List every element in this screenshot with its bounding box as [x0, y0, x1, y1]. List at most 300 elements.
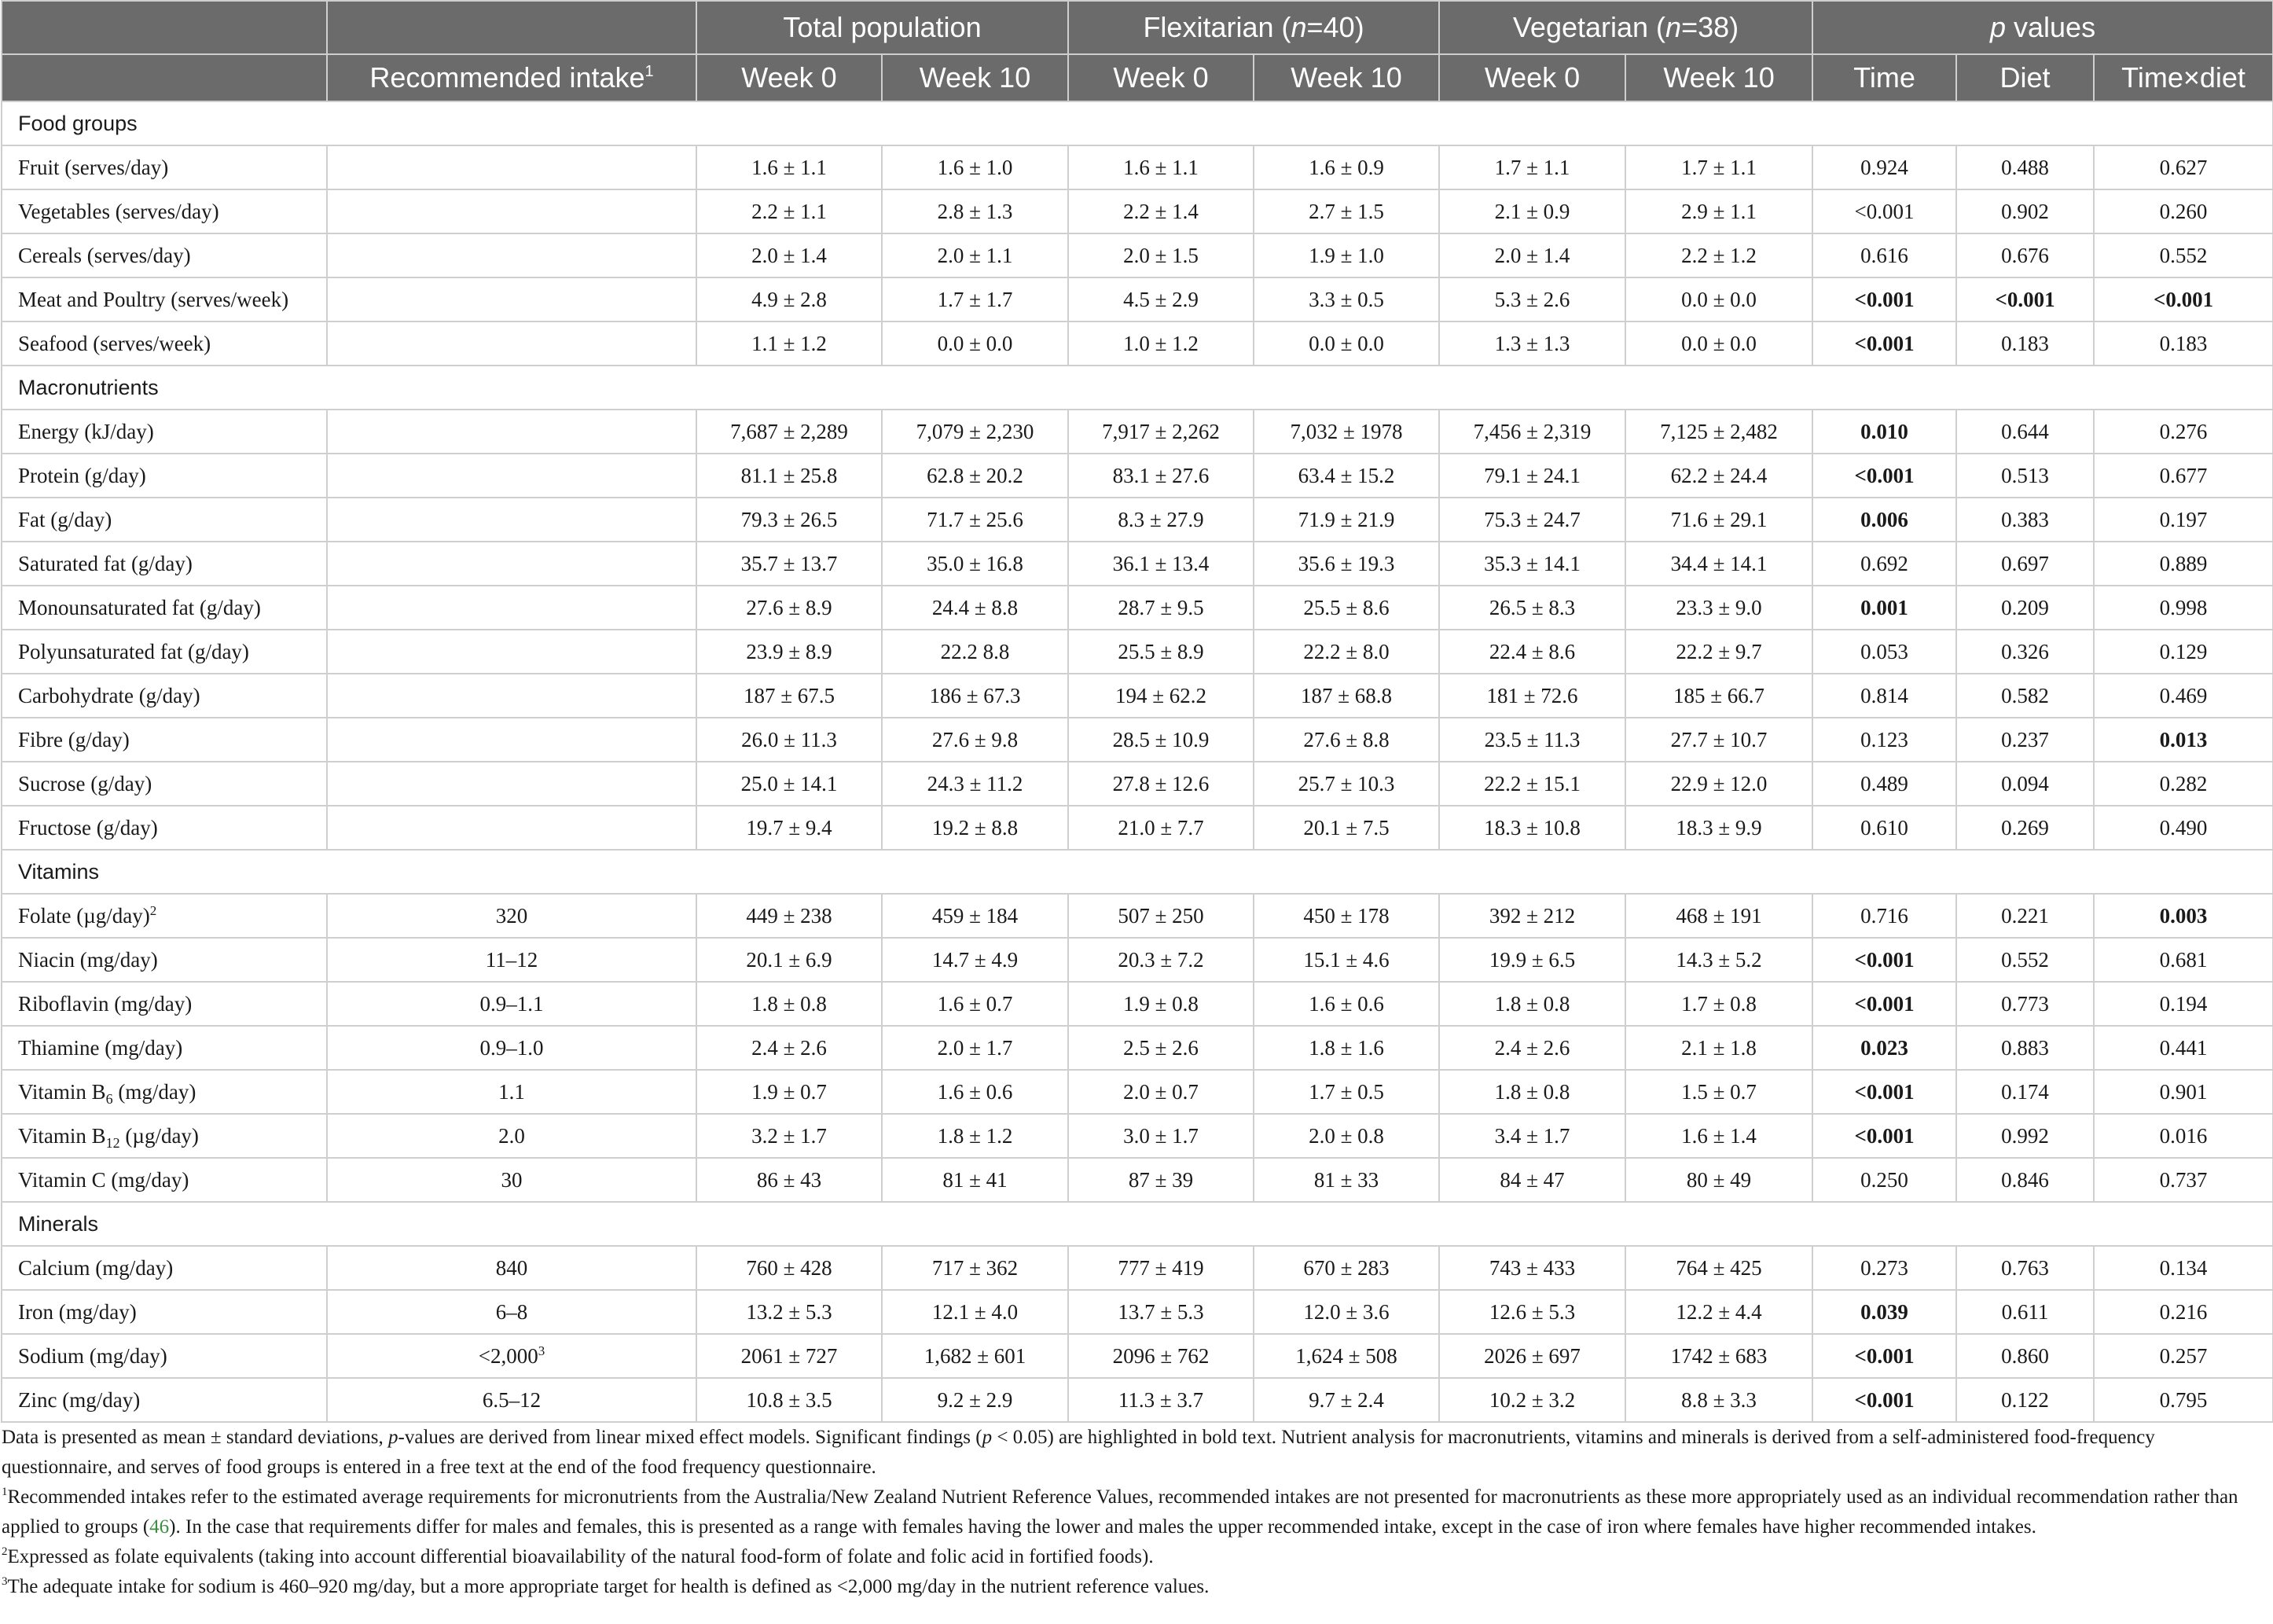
p-time-x-diet-cell: 0.737 — [2094, 1158, 2273, 1202]
flexitarian-week10-cell: 670 ± 283 — [1254, 1246, 1439, 1290]
flexitarian-week10-cell: 27.6 ± 8.8 — [1254, 718, 1439, 762]
recommended-intake-cell — [327, 321, 696, 366]
table-row — [2, 762, 2273, 806]
table-row — [2, 586, 2273, 630]
flexitarian-week10-cell: 1,624 ± 508 — [1254, 1334, 1439, 1378]
flexitarian-week0-cell: 4.5 ± 2.9 — [1068, 277, 1254, 321]
p-time-cell: <0.001 — [1812, 982, 1956, 1026]
table-footnotes — [0, 1423, 2265, 1602]
table-row — [2, 806, 2273, 850]
vegetarian-week10-cell: 12.2 ± 4.4 — [1625, 1290, 1812, 1334]
row-label — [2, 894, 327, 938]
total-week0-cell: 27.6 ± 8.9 — [696, 586, 882, 630]
row-label-text: Monounsaturated fat (g/day) — [18, 595, 261, 619]
total-week0-cell: 7,687 ± 2,289 — [696, 410, 882, 454]
total-week0-cell: 1.9 ± 0.7 — [696, 1070, 882, 1114]
table-row — [2, 1334, 2273, 1378]
flexitarian-week0-cell: 21.0 ± 7.7 — [1068, 806, 1254, 850]
vegetarian-week0-cell: 22.2 ± 15.1 — [1439, 762, 1625, 806]
p-time-x-diet-cell: 0.003 — [2094, 894, 2273, 938]
vegetarian-week10-cell: 468 ± 191 — [1625, 894, 1812, 938]
table-row — [2, 542, 2273, 586]
vegetarian-week0-cell: 79.1 ± 24.1 — [1439, 454, 1625, 498]
recommended-intake-cell — [327, 1378, 696, 1422]
recommended-intake-value: 6–8 — [495, 1299, 528, 1324]
table-row — [2, 454, 2273, 498]
row-label-subscript: 12 — [105, 1134, 120, 1151]
footnote-main: Data is presented as mean ± standard deviations, p-values are derived from linear mixed effect models. Significant findings (p < 0.05) are highlighted in bold text. Nutrient analysis for macronutrients, vitamins and minerals is derived from a self-administered food-frequency questionnaire, and serves of food groups is entered in a free text at the end of the food frequency questionnaire. — [2, 1427, 2155, 1478]
total-week10-cell: 717 ± 362 — [882, 1246, 1068, 1290]
section-row — [2, 101, 2273, 145]
total-week10-cell: 1.8 ± 1.2 — [882, 1114, 1068, 1158]
flexitarian-week10-cell: 25.7 ± 10.3 — [1254, 762, 1439, 806]
total-week0-cell: 1.8 ± 0.8 — [696, 982, 882, 1026]
recommended-intake-value: 0.9–1.1 — [479, 991, 544, 1016]
header-week10: Week 10 — [1254, 54, 1439, 101]
flexitarian-week0-cell: 1.9 ± 0.8 — [1068, 982, 1254, 1026]
total-week0-cell: 19.7 ± 9.4 — [696, 806, 882, 850]
row-label-text: Fruit (serves/day) — [18, 155, 169, 179]
p-time-x-diet-cell: 0.627 — [2094, 145, 2273, 189]
flexitarian-week0-cell: 28.7 ± 9.5 — [1068, 586, 1254, 630]
row-label-text: Folate (µg/day) — [18, 903, 150, 928]
total-week10-cell: 0.0 ± 0.0 — [882, 321, 1068, 366]
row-label — [2, 762, 327, 806]
p-diet-cell: 0.488 — [1956, 145, 2094, 189]
p-time-x-diet-cell: 0.129 — [2094, 630, 2273, 674]
p-diet-cell: 0.676 — [1956, 233, 2094, 277]
p-diet-cell: 0.209 — [1956, 586, 2094, 630]
flexitarian-week10-cell: 63.4 ± 15.2 — [1254, 454, 1439, 498]
p-diet-cell: 0.773 — [1956, 982, 2094, 1026]
vegetarian-week0-cell: 2.0 ± 1.4 — [1439, 233, 1625, 277]
p-time-x-diet-cell: 0.282 — [2094, 762, 2273, 806]
total-week0-cell: 2.2 ± 1.1 — [696, 189, 882, 233]
vegetarian-week0-cell: 2.1 ± 0.9 — [1439, 189, 1625, 233]
row-label — [2, 1070, 327, 1114]
recommended-intake-cell — [327, 806, 696, 850]
flexitarian-week0-cell: 2096 ± 762 — [1068, 1334, 1254, 1378]
total-week0-cell: 81.1 ± 25.8 — [696, 454, 882, 498]
total-week10-cell: 14.7 ± 4.9 — [882, 938, 1068, 982]
p-diet-cell: 0.221 — [1956, 894, 2094, 938]
total-week10-cell: 71.7 ± 25.6 — [882, 498, 1068, 542]
p-diet-cell: 0.644 — [1956, 410, 2094, 454]
header-flexitarian: Flexitarian (n=40) — [1068, 1, 1439, 54]
flexitarian-week10-cell: 71.9 ± 21.9 — [1254, 498, 1439, 542]
recommended-intake-cell — [327, 233, 696, 277]
table-row — [2, 1246, 2273, 1290]
flexitarian-week0-cell: 28.5 ± 10.9 — [1068, 718, 1254, 762]
total-week0-cell: 2061 ± 727 — [696, 1334, 882, 1378]
recommended-intake-cell — [327, 938, 696, 982]
p-diet-cell: 0.582 — [1956, 674, 2094, 718]
total-week10-cell: 186 ± 67.3 — [882, 674, 1068, 718]
vegetarian-week10-cell: 80 ± 49 — [1625, 1158, 1812, 1202]
p-time-cell: 0.814 — [1812, 674, 1956, 718]
flexitarian-week10-cell: 9.7 ± 2.4 — [1254, 1378, 1439, 1422]
row-label — [2, 1378, 327, 1422]
row-label — [2, 1026, 327, 1070]
table-row — [2, 1026, 2273, 1070]
table-row — [2, 674, 2273, 718]
p-diet-cell: 0.513 — [1956, 454, 2094, 498]
vegetarian-week10-cell: 14.3 ± 5.2 — [1625, 938, 1812, 982]
row-label-text: Zinc (mg/day) — [18, 1387, 141, 1412]
p-time-cell: <0.001 — [1812, 454, 1956, 498]
recommended-intake-cell — [327, 586, 696, 630]
table-row — [2, 1070, 2273, 1114]
flexitarian-week10-cell: 1.9 ± 1.0 — [1254, 233, 1439, 277]
recommended-intake-cell — [327, 718, 696, 762]
flexitarian-week0-cell: 87 ± 39 — [1068, 1158, 1254, 1202]
table-row — [2, 1378, 2273, 1422]
vegetarian-week10-cell: 34.4 ± 14.1 — [1625, 542, 1812, 586]
total-week0-cell: 35.7 ± 13.7 — [696, 542, 882, 586]
vegetarian-week10-cell: 764 ± 425 — [1625, 1246, 1812, 1290]
p-time-x-diet-cell: <0.001 — [2094, 277, 2273, 321]
row-label-text: Meat and Poultry (serves/week) — [18, 287, 289, 311]
recommended-intake-cell — [327, 1158, 696, 1202]
vegetarian-week0-cell: 2.4 ± 2.6 — [1439, 1026, 1625, 1070]
p-time-cell: 0.006 — [1812, 498, 1956, 542]
table-row — [2, 410, 2273, 454]
row-label — [2, 145, 327, 189]
recommended-intake-cell — [327, 762, 696, 806]
vegetarian-week0-cell: 7,456 ± 2,319 — [1439, 410, 1625, 454]
p-diet-cell: 0.269 — [1956, 806, 2094, 850]
section-title: Food groups — [2, 101, 2273, 145]
recommended-intake-value: 320 — [495, 903, 528, 928]
table-row — [2, 277, 2273, 321]
p-time-cell: 0.273 — [1812, 1246, 1956, 1290]
table-row — [2, 718, 2273, 762]
vegetarian-week10-cell: 0.0 ± 0.0 — [1625, 277, 1812, 321]
vegetarian-week10-cell: 22.2 ± 9.7 — [1625, 630, 1812, 674]
total-week0-cell: 86 ± 43 — [696, 1158, 882, 1202]
vegetarian-week0-cell: 5.3 ± 2.6 — [1439, 277, 1625, 321]
recommended-intake-cell — [327, 1026, 696, 1070]
recommended-intake-cell — [327, 894, 696, 938]
p-time-x-diet-cell: 0.441 — [2094, 1026, 2273, 1070]
vegetarian-week0-cell: 19.9 ± 6.5 — [1439, 938, 1625, 982]
header-row-columns — [2, 54, 2273, 101]
row-label — [2, 454, 327, 498]
p-diet-cell: 0.174 — [1956, 1070, 2094, 1114]
header-week0: Week 0 — [1439, 54, 1625, 101]
row-label-text: Energy (kJ/day) — [18, 419, 154, 443]
p-diet-cell: 0.094 — [1956, 762, 2094, 806]
p-time-x-diet-cell: 0.134 — [2094, 1246, 2273, 1290]
row-label-text: Iron (mg/day) — [18, 1299, 137, 1324]
vegetarian-week0-cell: 26.5 ± 8.3 — [1439, 586, 1625, 630]
total-week0-cell: 449 ± 238 — [696, 894, 882, 938]
vegetarian-week0-cell: 18.3 ± 10.8 — [1439, 806, 1625, 850]
p-time-x-diet-cell: 0.677 — [2094, 454, 2273, 498]
total-week0-cell: 13.2 ± 5.3 — [696, 1290, 882, 1334]
p-time-x-diet-cell: 0.795 — [2094, 1378, 2273, 1422]
recommended-intake-cell — [327, 630, 696, 674]
table-row — [2, 189, 2273, 233]
flexitarian-week0-cell: 1.6 ± 1.1 — [1068, 145, 1254, 189]
vegetarian-week10-cell: 22.9 ± 12.0 — [1625, 762, 1812, 806]
row-label — [2, 233, 327, 277]
vegetarian-week0-cell: 1.3 ± 1.3 — [1439, 321, 1625, 366]
header-week0: Week 0 — [696, 54, 882, 101]
section-title: Minerals — [2, 1202, 2273, 1246]
vegetarian-week10-cell: 1.7 ± 0.8 — [1625, 982, 1812, 1026]
header-time: Time — [1812, 54, 1956, 101]
vegetarian-week10-cell: 2.1 ± 1.8 — [1625, 1026, 1812, 1070]
section-title: Macronutrients — [2, 366, 2273, 410]
vegetarian-week0-cell: 1.8 ± 0.8 — [1439, 1070, 1625, 1114]
p-diet-cell: <0.001 — [1956, 277, 2094, 321]
p-time-cell: <0.001 — [1812, 938, 1956, 982]
row-label-text: Vitamin B — [18, 1123, 106, 1148]
p-diet-cell: 0.992 — [1956, 1114, 2094, 1158]
header-time-x-diet: Time×diet — [2094, 54, 2273, 101]
p-time-x-diet-cell: 0.469 — [2094, 674, 2273, 718]
table-body — [2, 101, 2273, 1422]
p-diet-cell: 0.697 — [1956, 542, 2094, 586]
table-row — [2, 233, 2273, 277]
vegetarian-week10-cell: 7,125 ± 2,482 — [1625, 410, 1812, 454]
p-time-x-diet-cell: 0.216 — [2094, 1290, 2273, 1334]
total-week0-cell: 760 ± 428 — [696, 1246, 882, 1290]
vegetarian-week0-cell: 743 ± 433 — [1439, 1246, 1625, 1290]
total-week10-cell: 1,682 ± 601 — [882, 1334, 1068, 1378]
row-label-unit: (µg/day) — [119, 1123, 199, 1148]
recommended-intake-cell — [327, 1290, 696, 1334]
row-label — [2, 938, 327, 982]
total-week10-cell: 1.6 ± 1.0 — [882, 145, 1068, 189]
p-diet-cell: 0.902 — [1956, 189, 2094, 233]
vegetarian-week0-cell: 10.2 ± 3.2 — [1439, 1378, 1625, 1422]
total-week10-cell: 9.2 ± 2.9 — [882, 1378, 1068, 1422]
flexitarian-week10-cell: 2.7 ± 1.5 — [1254, 189, 1439, 233]
recommended-intake-cell — [327, 674, 696, 718]
total-week0-cell: 10.8 ± 3.5 — [696, 1378, 882, 1422]
total-week0-cell: 187 ± 67.5 — [696, 674, 882, 718]
flexitarian-week10-cell: 1.7 ± 0.5 — [1254, 1070, 1439, 1114]
p-time-x-diet-cell: 0.183 — [2094, 321, 2273, 366]
vegetarian-week10-cell: 27.7 ± 10.7 — [1625, 718, 1812, 762]
total-week0-cell: 20.1 ± 6.9 — [696, 938, 882, 982]
vegetarian-week10-cell: 2.2 ± 1.2 — [1625, 233, 1812, 277]
flexitarian-week0-cell: 27.8 ± 12.6 — [1068, 762, 1254, 806]
header-row-groups — [2, 1, 2273, 54]
row-label-text: Sucrose (g/day) — [18, 771, 152, 795]
header-empty-cell — [327, 1, 696, 54]
vegetarian-week10-cell: 1.6 ± 1.4 — [1625, 1114, 1812, 1158]
flexitarian-week0-cell: 2.5 ± 2.6 — [1068, 1026, 1254, 1070]
recommended-intake-cell — [327, 498, 696, 542]
row-label-text: Polyunsaturated fat (g/day) — [18, 639, 249, 663]
table-row — [2, 894, 2273, 938]
total-week10-cell: 62.8 ± 20.2 — [882, 454, 1068, 498]
recommended-intake-value: <2,000 — [478, 1343, 538, 1368]
row-label-text: Vegetables (serves/day) — [18, 199, 219, 223]
header-week10: Week 10 — [1625, 54, 1812, 101]
total-week0-cell: 26.0 ± 11.3 — [696, 718, 882, 762]
recommended-intake-cell — [327, 410, 696, 454]
total-week10-cell: 81 ± 41 — [882, 1158, 1068, 1202]
vegetarian-week10-cell: 1.5 ± 0.7 — [1625, 1070, 1812, 1114]
section-row — [2, 1202, 2273, 1246]
table-row — [2, 1114, 2273, 1158]
flexitarian-week0-cell: 194 ± 62.2 — [1068, 674, 1254, 718]
flexitarian-week10-cell: 12.0 ± 3.6 — [1254, 1290, 1439, 1334]
row-label — [2, 806, 327, 850]
flexitarian-week10-cell: 1.8 ± 1.6 — [1254, 1026, 1439, 1070]
flexitarian-week0-cell: 36.1 ± 13.4 — [1068, 542, 1254, 586]
p-time-x-diet-cell: 0.889 — [2094, 542, 2273, 586]
flexitarian-week0-cell: 7,917 ± 2,262 — [1068, 410, 1254, 454]
p-time-cell: 0.716 — [1812, 894, 1956, 938]
row-label-text: Fat (g/day) — [18, 507, 112, 531]
row-label — [2, 630, 327, 674]
flexitarian-week0-cell: 8.3 ± 27.9 — [1068, 498, 1254, 542]
recommended-intake-value: 840 — [495, 1255, 528, 1280]
p-time-x-diet-cell: 0.197 — [2094, 498, 2273, 542]
total-week10-cell: 2.8 ± 1.3 — [882, 189, 1068, 233]
vegetarian-week0-cell: 12.6 ± 5.3 — [1439, 1290, 1625, 1334]
p-diet-cell: 0.383 — [1956, 498, 2094, 542]
p-diet-cell: 0.860 — [1956, 1334, 2094, 1378]
row-label — [2, 1158, 327, 1202]
row-label — [2, 1290, 327, 1334]
vegetarian-week0-cell: 23.5 ± 11.3 — [1439, 718, 1625, 762]
total-week10-cell: 7,079 ± 2,230 — [882, 410, 1068, 454]
vegetarian-week0-cell: 84 ± 47 — [1439, 1158, 1625, 1202]
row-label — [2, 321, 327, 366]
flexitarian-week0-cell: 2.0 ± 0.7 — [1068, 1070, 1254, 1114]
p-diet-cell: 0.883 — [1956, 1026, 2094, 1070]
p-time-x-diet-cell: 0.998 — [2094, 586, 2273, 630]
flexitarian-week0-cell: 777 ± 419 — [1068, 1246, 1254, 1290]
flexitarian-week10-cell: 22.2 ± 8.0 — [1254, 630, 1439, 674]
p-time-cell: <0.001 — [1812, 1114, 1956, 1158]
total-week0-cell: 3.2 ± 1.7 — [696, 1114, 882, 1158]
row-label — [2, 674, 327, 718]
section-row — [2, 366, 2273, 410]
nutrient-table — [1, 0, 2273, 1423]
vegetarian-week10-cell: 1.7 ± 1.1 — [1625, 145, 1812, 189]
p-time-x-diet-cell: 0.194 — [2094, 982, 2273, 1026]
table-row — [2, 145, 2273, 189]
p-time-x-diet-cell: 0.681 — [2094, 938, 2273, 982]
flexitarian-week0-cell: 2.0 ± 1.5 — [1068, 233, 1254, 277]
table-row — [2, 1290, 2273, 1334]
header-diet: Diet — [1956, 54, 2094, 101]
vegetarian-week10-cell: 0.0 ± 0.0 — [1625, 321, 1812, 366]
flexitarian-week10-cell: 0.0 ± 0.0 — [1254, 321, 1439, 366]
flexitarian-week0-cell: 13.7 ± 5.3 — [1068, 1290, 1254, 1334]
row-label-text: Seafood (serves/week) — [18, 331, 211, 355]
row-label-unit: (mg/day) — [112, 1079, 196, 1104]
flexitarian-week10-cell: 81 ± 33 — [1254, 1158, 1439, 1202]
row-label — [2, 542, 327, 586]
recommended-intake-value: 11–12 — [485, 947, 538, 972]
vegetarian-week10-cell: 62.2 ± 24.4 — [1625, 454, 1812, 498]
p-diet-cell: 0.326 — [1956, 630, 2094, 674]
p-time-cell: 0.489 — [1812, 762, 1956, 806]
vegetarian-week10-cell: 8.8 ± 3.3 — [1625, 1378, 1812, 1422]
p-time-x-diet-cell: 0.490 — [2094, 806, 2273, 850]
row-label — [2, 189, 327, 233]
reference-link[interactable]: 46 — [149, 1516, 170, 1538]
p-time-x-diet-cell: 0.552 — [2094, 233, 2273, 277]
recommended-intake-value: 30 — [501, 1167, 523, 1192]
p-diet-cell: 0.846 — [1956, 1158, 2094, 1202]
p-time-x-diet-cell: 0.901 — [2094, 1070, 2273, 1114]
recommended-intake-value: 0.9–1.0 — [479, 1035, 544, 1060]
total-week0-cell: 79.3 ± 26.5 — [696, 498, 882, 542]
row-label — [2, 1334, 327, 1378]
flexitarian-week0-cell: 3.0 ± 1.7 — [1068, 1114, 1254, 1158]
p-diet-cell: 0.611 — [1956, 1290, 2094, 1334]
flexitarian-week10-cell: 25.5 ± 8.6 — [1254, 586, 1439, 630]
recommended-intake-cell — [327, 277, 696, 321]
flexitarian-week10-cell: 450 ± 178 — [1254, 894, 1439, 938]
row-label — [2, 982, 327, 1026]
flexitarian-week0-cell: 20.3 ± 7.2 — [1068, 938, 1254, 982]
flexitarian-week10-cell: 3.3 ± 0.5 — [1254, 277, 1439, 321]
flexitarian-week10-cell: 1.6 ± 0.6 — [1254, 982, 1439, 1026]
p-time-cell: 0.023 — [1812, 1026, 1956, 1070]
header-vegetarian: Vegetarian (n=38) — [1439, 1, 1812, 54]
total-week10-cell: 12.1 ± 4.0 — [882, 1290, 1068, 1334]
p-time-x-diet-cell: 0.260 — [2094, 189, 2273, 233]
flexitarian-week0-cell: 11.3 ± 3.7 — [1068, 1378, 1254, 1422]
recommended-intake-value: 6.5–12 — [482, 1387, 542, 1412]
p-time-cell: 0.924 — [1812, 145, 1956, 189]
row-label-text: Thiamine (mg/day) — [18, 1035, 183, 1060]
total-week10-cell: 24.3 ± 11.2 — [882, 762, 1068, 806]
row-label-text: Cereals (serves/day) — [18, 243, 191, 267]
footnote-2: $^2$Expressed as folate equivalents (taking into account differential bioavailability of the natural food-form of folate and folic acid in fortified foods). — [2, 1545, 1154, 1567]
flexitarian-week0-cell: 1.0 ± 1.2 — [1068, 321, 1254, 366]
p-time-cell: <0.001 — [1812, 321, 1956, 366]
total-week0-cell: 1.1 ± 1.2 — [696, 321, 882, 366]
vegetarian-week10-cell: 185 ± 66.7 — [1625, 674, 1812, 718]
header-recommended-intake: Recommended intake$^1$ — [327, 54, 696, 101]
row-label-text: Fructose (g/day) — [18, 815, 158, 840]
total-week10-cell: 19.2 ± 8.8 — [882, 806, 1068, 850]
table-row — [2, 630, 2273, 674]
header-empty-cell — [2, 1, 327, 54]
total-week0-cell: 1.6 ± 1.1 — [696, 145, 882, 189]
section-row — [2, 850, 2273, 894]
table-row — [2, 498, 2273, 542]
p-diet-cell: 0.122 — [1956, 1378, 2094, 1422]
p-time-cell: 0.692 — [1812, 542, 1956, 586]
p-time-x-diet-cell: 0.276 — [2094, 410, 2273, 454]
flexitarian-week10-cell: 2.0 ± 0.8 — [1254, 1114, 1439, 1158]
table-header — [2, 1, 2273, 101]
total-week10-cell: 1.6 ± 0.7 — [882, 982, 1068, 1026]
flexitarian-week0-cell: 2.2 ± 1.4 — [1068, 189, 1254, 233]
header-week0: Week 0 — [1068, 54, 1254, 101]
recommended-intake-cell — [327, 1070, 696, 1114]
flexitarian-week10-cell: 1.6 ± 0.9 — [1254, 145, 1439, 189]
row-label-text: Calcium (mg/day) — [18, 1255, 174, 1280]
p-diet-cell: 0.183 — [1956, 321, 2094, 366]
flexitarian-week10-cell: 7,032 ± 1978 — [1254, 410, 1439, 454]
recommended-intake-cell — [327, 189, 696, 233]
footnote-1: $^1$Recommended intakes refer to the estimated average requirements for micronutrients from the Australia/New Zealand Nutrient Reference Values, recommended intakes are not presented for macronutrients as these more appropriately used as an individual recommendation rather than applied to groups (46). In the case that requirements differ for males and females, this is presented as a range with females having the lower and males the upper recommended intake, except in the case of iron where females have higher recommended intakes. — [2, 1486, 2238, 1538]
row-label — [2, 1246, 327, 1290]
